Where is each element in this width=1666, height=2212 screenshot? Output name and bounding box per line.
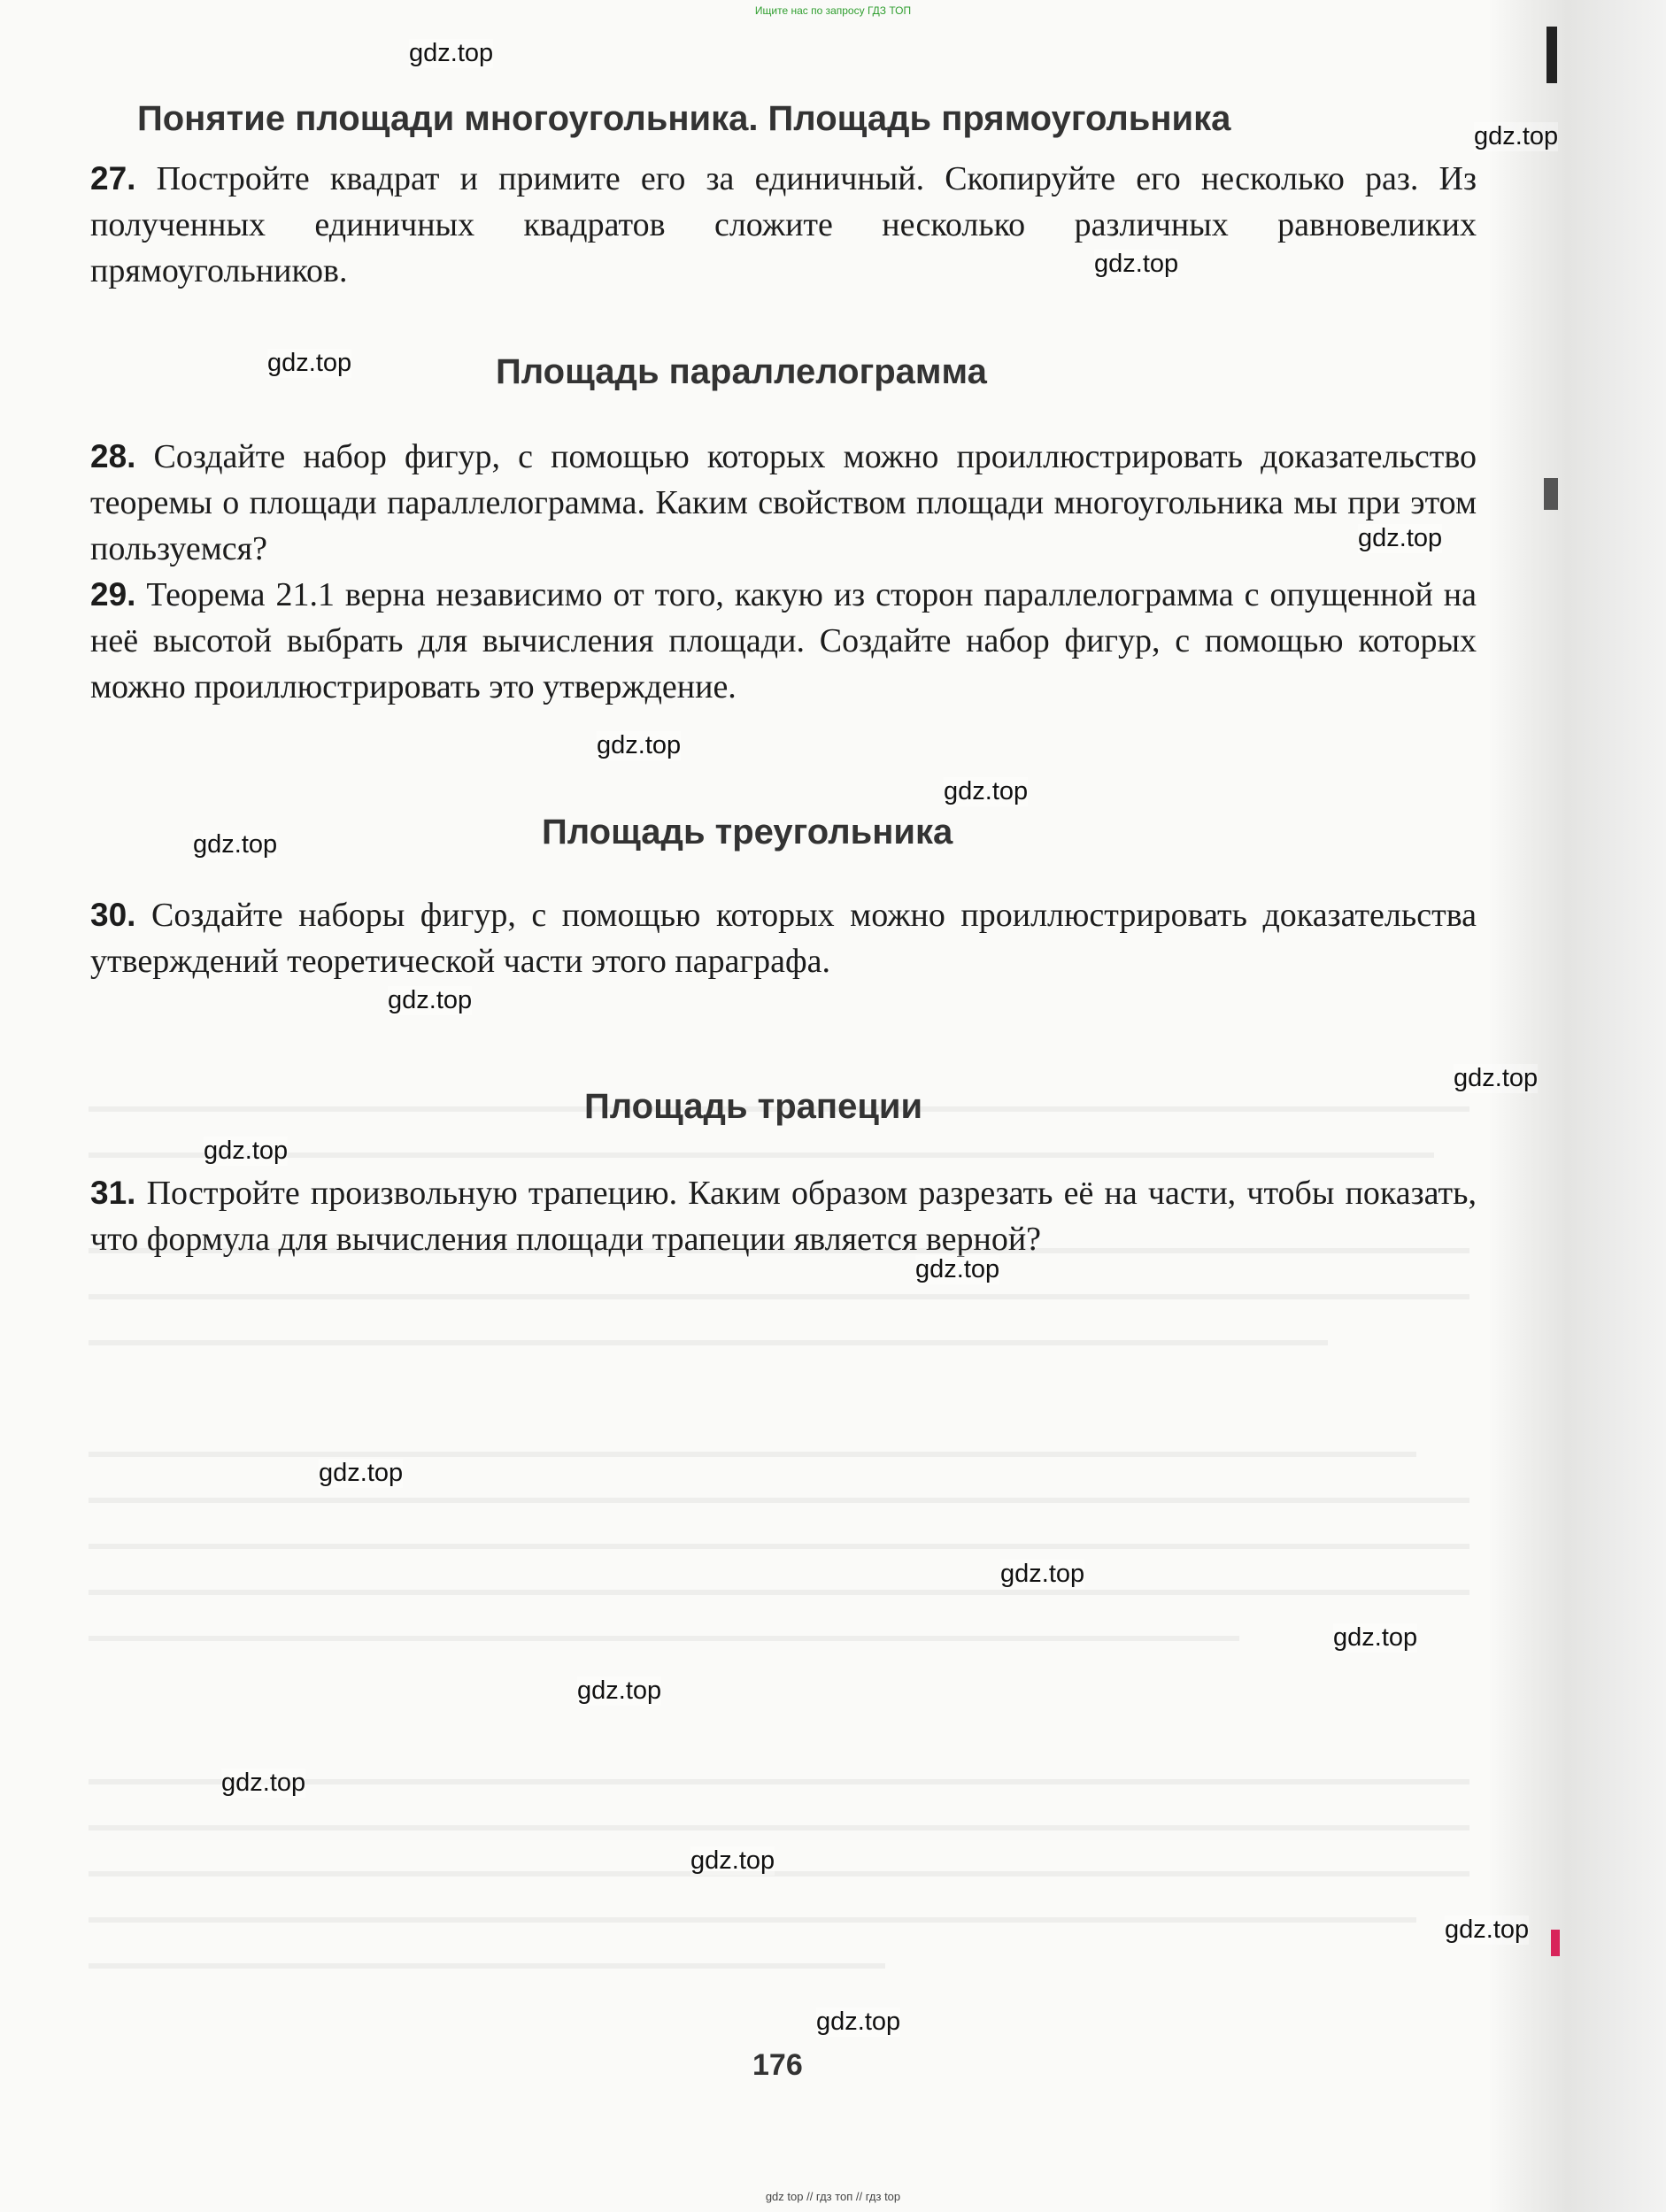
- watermark: gdz.top: [1454, 1064, 1539, 1092]
- page-spine-shadow: [1487, 0, 1666, 2212]
- watermark: gdz.top: [221, 1769, 306, 1797]
- bleed-through-line: [89, 1871, 1469, 1877]
- task-text: Создайте наборы фигур, с помощью которых можно проиллюстрировать доказательства утверждений теоретической части этого параграфа.: [90, 897, 1477, 980]
- watermark: gdz.top: [816, 2008, 901, 2036]
- bleed-through-line: [89, 1636, 1239, 1641]
- bleed-through-line: [89, 1340, 1328, 1345]
- task-text: Создайте набор фигур, с помощью которых можно проиллюстрировать доказательство теоремы о площади параллелограмма. Каким свойством площади многоугольника мы при этом пользуемся?: [90, 438, 1477, 567]
- task-29: [90, 572, 1477, 710]
- page-number: 176: [752, 2048, 803, 2082]
- task-number: 31.: [90, 1175, 136, 1211]
- spine-mark: [1544, 478, 1558, 510]
- watermark: gdz.top: [1474, 122, 1559, 150]
- bleed-through-line: [89, 1544, 1469, 1549]
- watermark: gdz.top: [1358, 524, 1443, 552]
- bleed-through-line: [89, 1590, 1469, 1595]
- bleed-through-line: [89, 1452, 1416, 1457]
- section-heading-rectangle-area: Понятие площади многоугольника. Площадь прямоугольника: [137, 99, 1231, 138]
- task-text: Постройте произвольную трапецию. Каким образом разрезать её на части, чтобы показать, что формула для вычисления площади трапеции является верной?: [90, 1175, 1477, 1258]
- watermark: gdz.top: [577, 1676, 662, 1705]
- bleed-through-line: [89, 1152, 1434, 1158]
- watermark: gdz.top: [597, 731, 682, 759]
- watermark: gdz.top: [1094, 250, 1179, 278]
- spine-mark: [1546, 27, 1557, 83]
- task-number: 27.: [90, 160, 136, 197]
- section-heading-trapezoid-area: Площадь трапеции: [584, 1087, 923, 1126]
- watermark: gdz.top: [690, 1846, 775, 1875]
- watermark: gdz.top: [1000, 1560, 1085, 1588]
- bleed-through-line: [89, 1294, 1469, 1299]
- task-text: Постройте квадрат и примите его за единичный. Скопируйте его несколько раз. Из полученных единичных квадратов сложите несколько различных равновеликих прямоугольников.: [90, 160, 1477, 289]
- bleed-through-line: [89, 1498, 1469, 1503]
- watermark: gdz.top: [267, 349, 352, 377]
- watermark: gdz.top: [915, 1255, 1000, 1283]
- watermark: gdz.top: [319, 1459, 404, 1487]
- bleed-through-line: [89, 1917, 1416, 1923]
- spine-mark: [1551, 1930, 1560, 1956]
- watermark: gdz.top: [388, 986, 473, 1014]
- top-banner[interactable]: Ищите нас по запросу ГДЗ ТОП: [754, 4, 912, 17]
- task-number: 29.: [90, 576, 136, 613]
- task-number: 30.: [90, 897, 136, 933]
- task-28: [90, 434, 1477, 572]
- watermark: gdz.top: [409, 39, 494, 67]
- task-number: 28.: [90, 438, 136, 474]
- watermark: gdz.top: [1445, 1915, 1530, 1944]
- task-31: [90, 1170, 1477, 1262]
- task-text: Теорема 21.1 верна независимо от того, какую из сторон параллелограмма с опущенной на неё высотой выбрать для вычисления площади. Создайте набор фигур, с помощью которых можно проиллюстрировать это утверждение.: [90, 576, 1477, 705]
- task-27: [90, 156, 1477, 294]
- watermark: gdz.top: [944, 777, 1029, 805]
- bleed-through-line: [89, 1963, 885, 1969]
- section-heading-triangle-area: Площадь треугольника: [542, 813, 953, 852]
- watermark: gdz.top: [193, 830, 278, 859]
- bleed-through-line: [89, 1825, 1469, 1830]
- watermark: gdz.top: [1333, 1623, 1418, 1652]
- task-30: [90, 892, 1477, 984]
- section-heading-parallelogram-area: Площадь параллелограмма: [496, 352, 987, 391]
- watermark: gdz.top: [204, 1137, 289, 1165]
- bottom-banner[interactable]: gdz top // гдз топ // гдз top: [765, 2190, 901, 2203]
